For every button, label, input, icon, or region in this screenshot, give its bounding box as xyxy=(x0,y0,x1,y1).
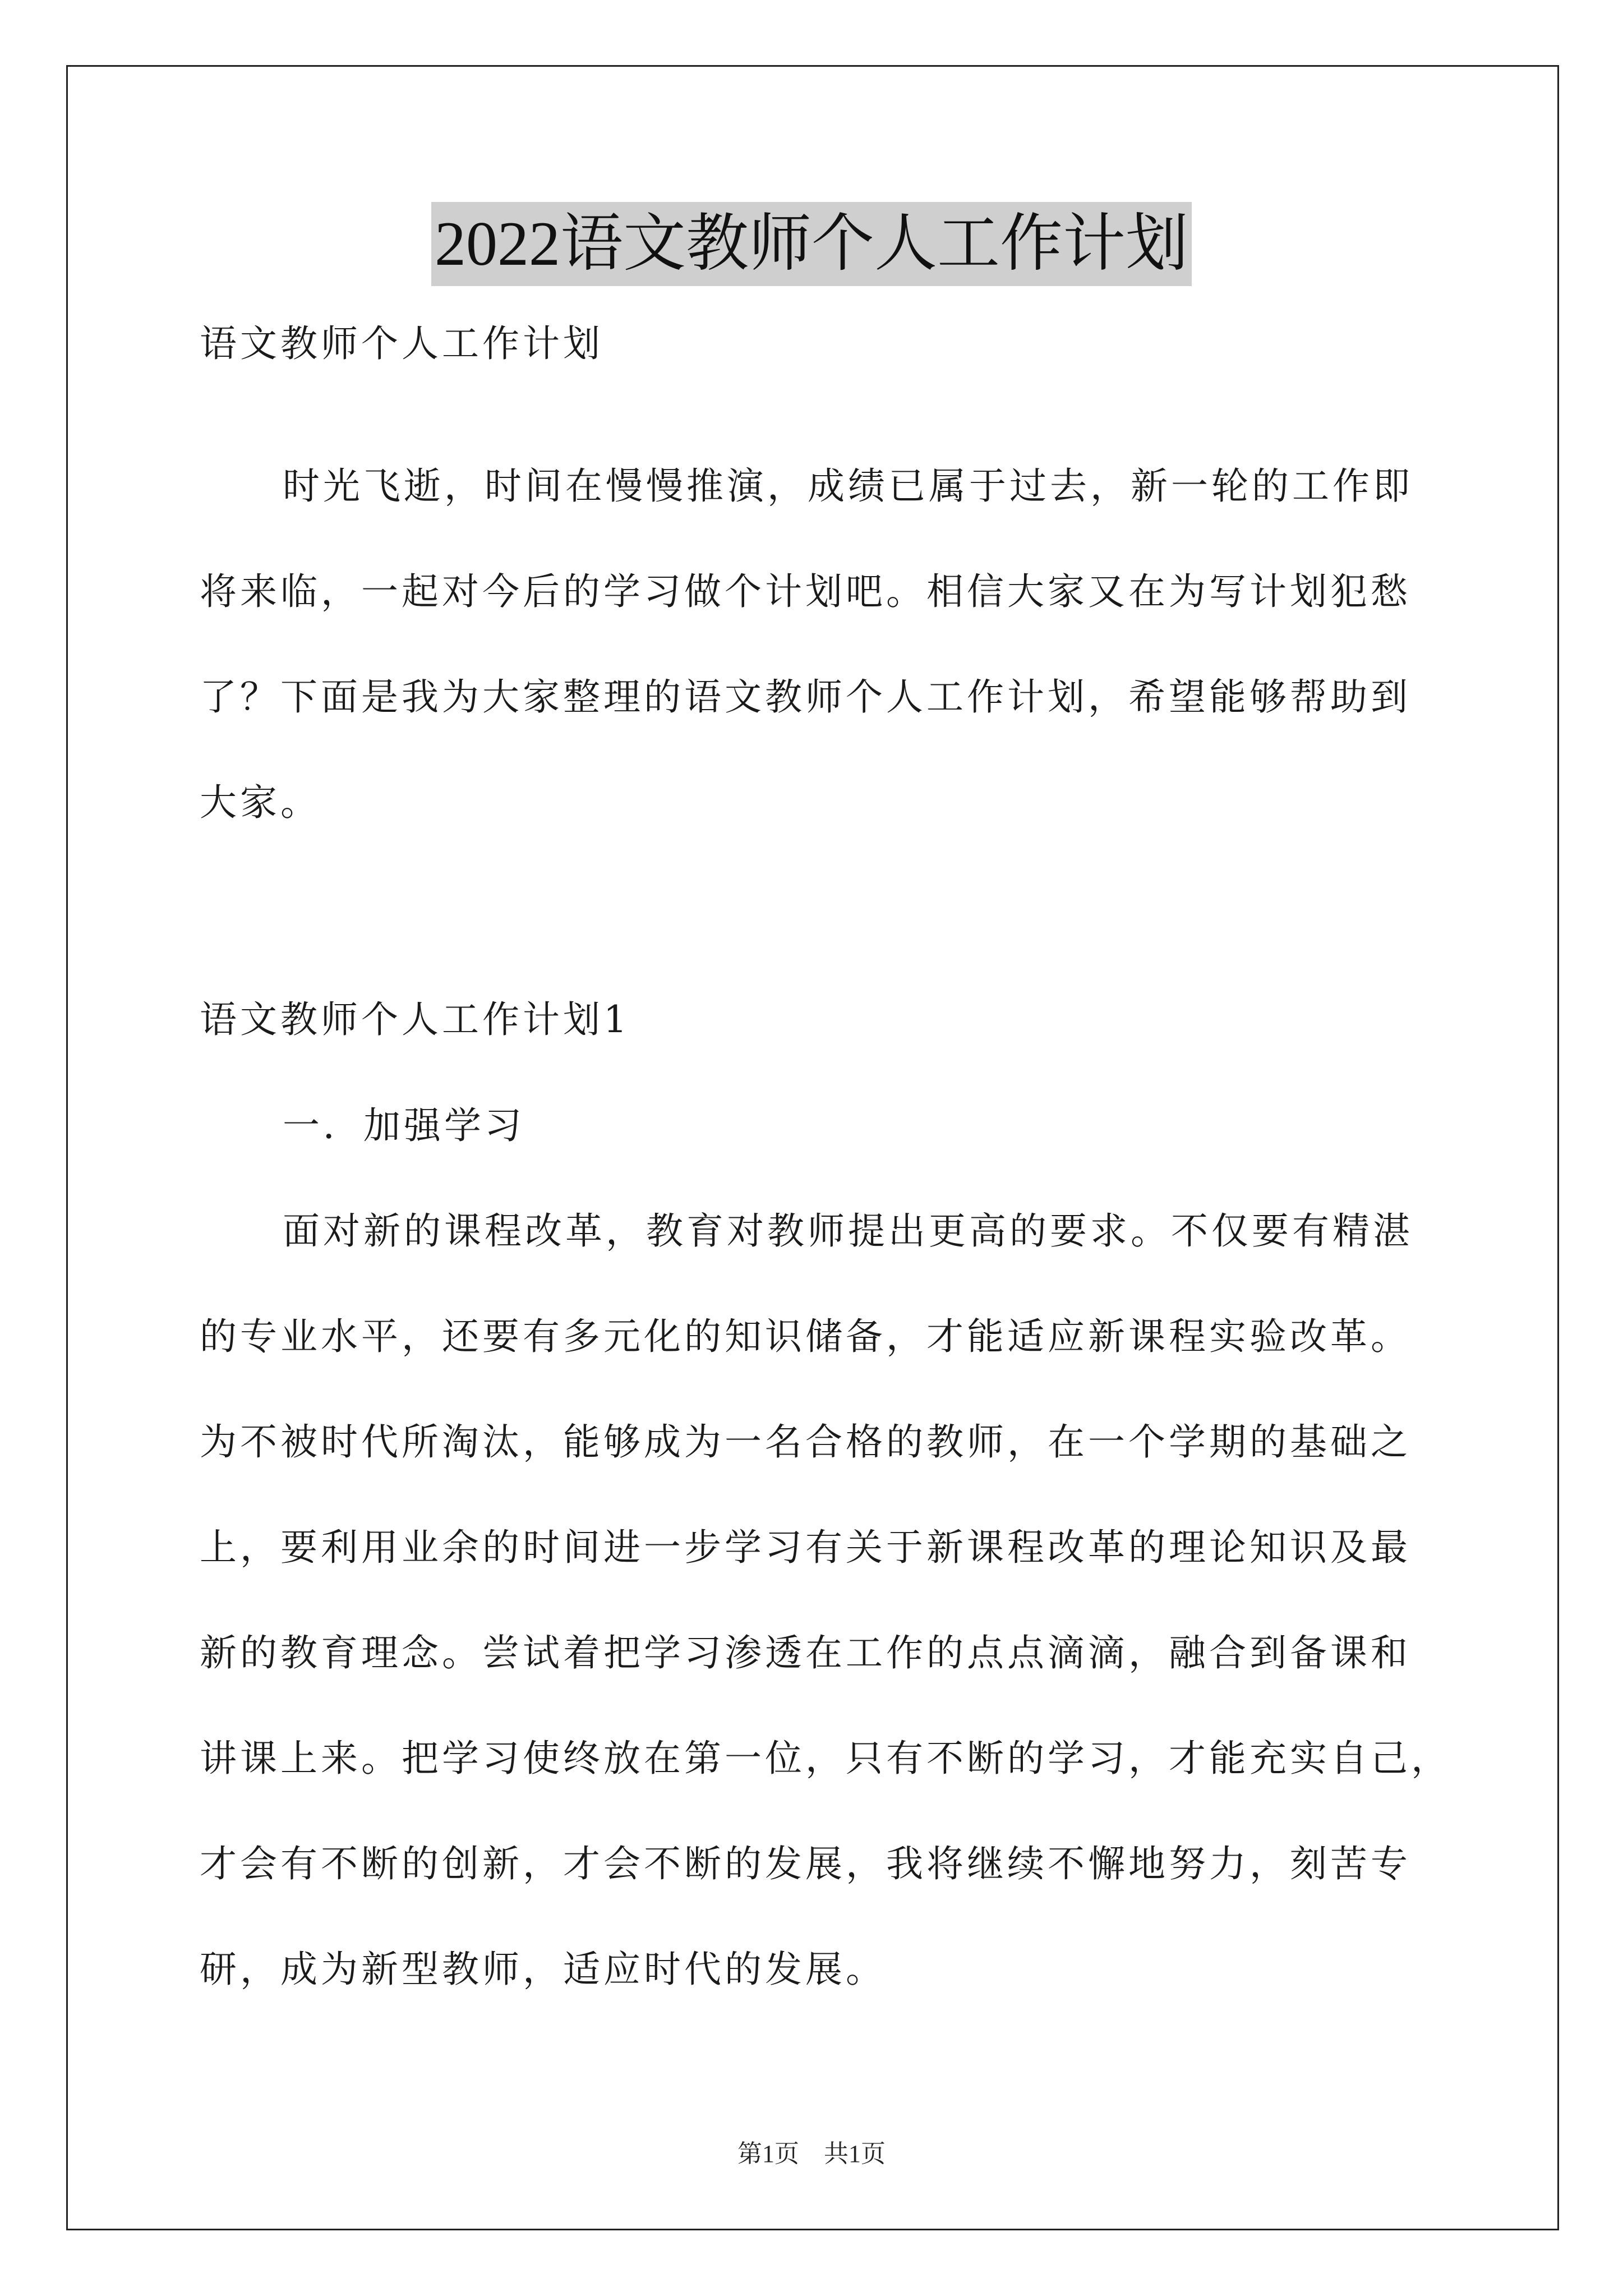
intro-line: 将来临，一起对今后的学习做个计划吧。相信大家又在为写计划犯愁 xyxy=(200,570,1411,613)
body-line: 才会有不断的创新，才会不断的发展，我将继续不懈地努力，刻苦专 xyxy=(200,1842,1411,1885)
title-container xyxy=(0,202,1623,286)
document-title: 2022语文教师个人工作计划 xyxy=(431,202,1192,286)
body-line: 新的教育理念。尝试着把学习渗透在工作的点点滴滴，融合到备课和 xyxy=(200,1631,1411,1674)
section-heading: 语文教师个人工作计划1 xyxy=(200,998,630,1041)
page-footer: 第1页 共1页 xyxy=(737,2140,886,2168)
body-line: 面对新的课程改革，教育对教师提出更高的要求。不仅要有精湛 xyxy=(283,1209,1413,1253)
intro-line: 时光飞逝，时间在慢慢推演，成绩已属于过去，新一轮的工作即 xyxy=(283,464,1413,508)
document-subtitle: 语文教师个人工作计划 xyxy=(200,322,603,365)
intro-line: 了？下面是我为大家整理的语文教师个人工作计划，希望能够帮助到 xyxy=(200,675,1411,719)
body-line: 为不被时代所淘汰，能够成为一名合格的教师，在一个学期的基础之 xyxy=(200,1420,1411,1464)
body-line: 讲课上来。把学习使终放在第一位，只有不断的学习，才能充实自己， xyxy=(200,1737,1451,1780)
body-line: 上，要利用业余的时间进一步学习有关于新课程改革的理论知识及最 xyxy=(200,1526,1411,1569)
subsection-heading: 一．加强学习 xyxy=(283,1104,525,1147)
intro-line: 大家。 xyxy=(200,781,321,824)
body-line: 的专业水平，还要有多元化的知识储备，才能适应新课程实验改革。 xyxy=(200,1315,1411,1358)
body-line: 研，成为新型教师，适应时代的发展。 xyxy=(200,1948,886,1991)
